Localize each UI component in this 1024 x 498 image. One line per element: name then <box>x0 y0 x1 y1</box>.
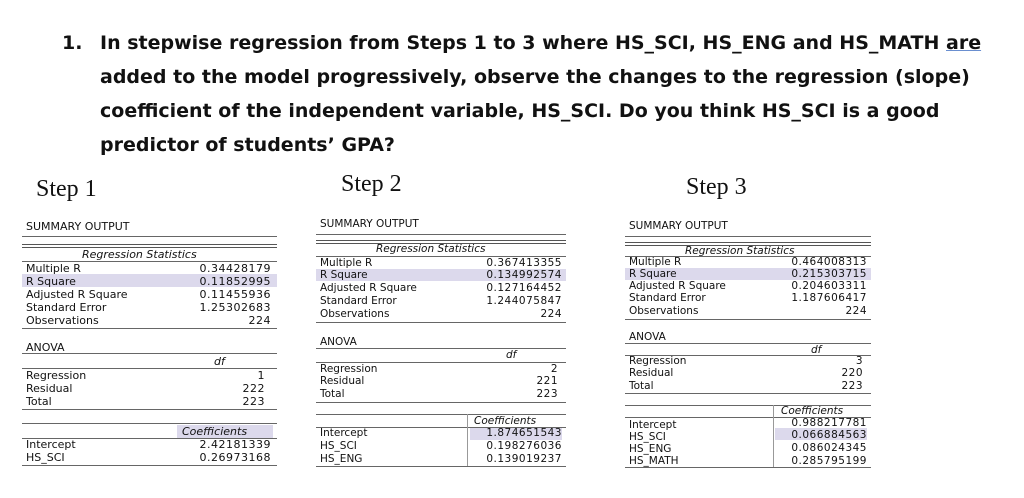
question-text <box>100 26 1020 162</box>
df-header: df <box>506 349 517 361</box>
stat-value: 0.367413355 <box>486 257 562 269</box>
step-1-heading: Step 1 <box>36 176 97 202</box>
stat-value: 0.11455936 <box>199 288 271 301</box>
stat-value: 0.464008313 <box>791 256 867 268</box>
coef-label: HS_SCI <box>26 451 65 464</box>
regression-statistics-title: Regression Statistics <box>82 248 197 261</box>
anova-title: ANOVA <box>26 341 65 354</box>
stat-label: Observations <box>320 308 390 320</box>
summary-title: SUMMARY OUTPUT <box>320 218 419 230</box>
stat-value: 0.215303715 <box>791 268 867 280</box>
coef-label: HS_MATH <box>629 455 679 467</box>
coefficients-header: Coefficients <box>781 405 844 417</box>
anova-title: ANOVA <box>320 336 357 348</box>
stat-value: 0.11852995 <box>199 275 271 288</box>
stat-value: 224 <box>845 305 867 317</box>
regression-statistics-title: Regression Statistics <box>685 245 795 257</box>
anova-label: Residual <box>320 375 365 387</box>
coef-label: HS_SCI <box>320 440 357 452</box>
stat-label: Observations <box>26 314 99 327</box>
anova-title: ANOVA <box>629 331 666 343</box>
stat-value: 1.25302683 <box>199 301 271 314</box>
step-3-summary-output <box>625 216 871 468</box>
anova-label: Regression <box>320 363 378 375</box>
anova-label: Total <box>320 388 345 400</box>
anova-label: Residual <box>629 367 674 379</box>
anova-df: 2 <box>550 363 558 375</box>
coef-value: 0.988217781 <box>791 417 867 429</box>
coef-value: 0.139019237 <box>486 453 562 465</box>
stat-label: Multiple R <box>26 262 81 275</box>
coef-value: 0.198276036 <box>486 440 562 452</box>
coef-label: HS_ENG <box>629 443 672 455</box>
stat-label: Adjusted R Square <box>629 280 726 292</box>
stat-value: 224 <box>248 314 271 327</box>
regression-statistics-title: Regression Statistics <box>376 243 486 255</box>
coef-label: Intercept <box>320 427 368 439</box>
coef-value: 0.066884563 <box>791 429 867 441</box>
coef-value: 0.086024345 <box>791 442 867 454</box>
stat-label: R Square <box>26 275 76 288</box>
stat-value: 1.244075847 <box>486 295 562 307</box>
stat-label: R Square <box>320 269 368 281</box>
coef-value: 1.874651543 <box>486 427 562 439</box>
coef-label: Intercept <box>26 438 76 451</box>
stat-label: Adjusted R Square <box>320 282 417 294</box>
question-underlined-word: are <box>946 32 982 54</box>
question-number: 1. <box>62 32 83 54</box>
anova-label: Regression <box>26 369 87 382</box>
stat-label: Standard Error <box>26 301 107 314</box>
stat-label: Observations <box>629 305 699 317</box>
coef-value: 2.42181339 <box>199 438 271 451</box>
df-header: df <box>811 344 822 356</box>
stat-value: 0.204603311 <box>791 280 867 292</box>
stat-label: Standard Error <box>629 292 706 304</box>
anova-label: Regression <box>629 355 687 367</box>
step-2-summary-output <box>316 214 566 466</box>
stat-label: Multiple R <box>320 257 373 269</box>
stat-value: 1.187606417 <box>791 292 867 304</box>
stat-value: 0.34428179 <box>199 262 271 275</box>
anova-df: 223 <box>536 388 558 400</box>
summary-title: SUMMARY OUTPUT <box>26 220 130 233</box>
anova-df: 3 <box>855 355 863 367</box>
anova-df: 222 <box>242 382 265 395</box>
stat-value: 224 <box>540 308 562 320</box>
anova-label: Residual <box>26 382 73 395</box>
step-3-heading: Step 3 <box>686 174 747 200</box>
stat-value: 0.127164452 <box>486 282 562 294</box>
coef-value: 0.285795199 <box>791 455 867 467</box>
anova-df: 223 <box>242 395 265 408</box>
coef-value: 0.26973168 <box>199 451 271 464</box>
coefficients-header: Coefficients <box>182 425 248 438</box>
step-1-summary-output <box>22 216 277 466</box>
coef-label: Intercept <box>629 419 677 431</box>
stat-label: Adjusted R Square <box>26 288 128 301</box>
stat-value: 0.134992574 <box>486 269 562 281</box>
anova-df: 221 <box>536 375 558 387</box>
question-text-part: added to the model progressively, observe the changes to the regression (slope) coefficient of the independent variable, HS_SCI. Do you think HS_SCI is a good predictor of students’ GPA? <box>100 66 970 156</box>
anova-label: Total <box>26 395 52 408</box>
coefficients-header: Coefficients <box>474 415 537 427</box>
df-header: df <box>214 355 225 368</box>
coef-label: HS_ENG <box>320 453 363 465</box>
question-text-part: In stepwise regression from Steps 1 to 3 where HS_SCI, HS_ENG and HS_MATH <box>100 32 946 54</box>
anova-df: 220 <box>841 367 863 379</box>
anova-df: 223 <box>841 380 863 392</box>
step-2-heading: Step 2 <box>341 171 402 197</box>
summary-title: SUMMARY OUTPUT <box>629 220 728 232</box>
coef-label: HS_SCI <box>629 431 666 443</box>
stat-label: R Square <box>629 268 677 280</box>
anova-label: Total <box>629 380 654 392</box>
anova-df: 1 <box>257 369 265 382</box>
stat-label: Multiple R <box>629 256 682 268</box>
stat-label: Standard Error <box>320 295 397 307</box>
